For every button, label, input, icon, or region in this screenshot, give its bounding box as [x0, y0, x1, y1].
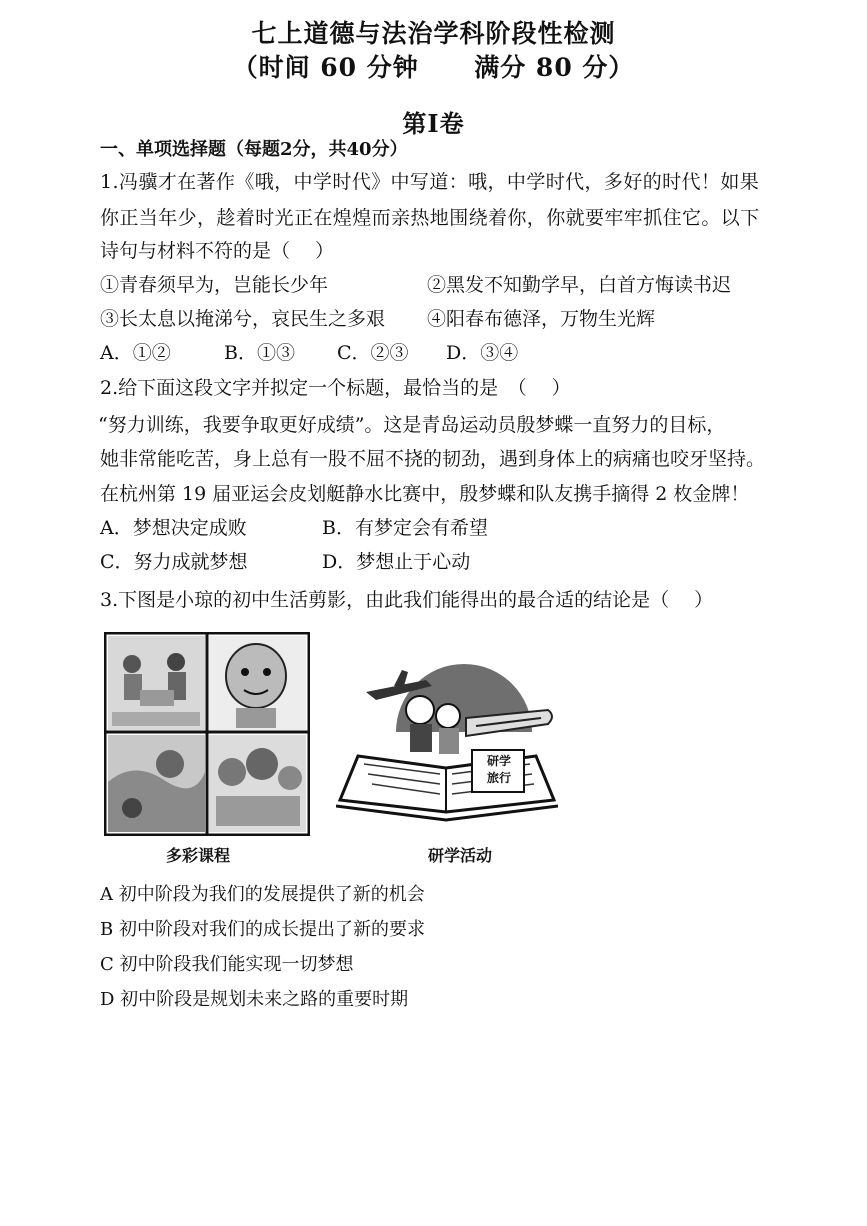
sign-label-1: 研学: [486, 754, 511, 768]
q1-item-4: ④阳春布德泽，万物生光辉: [427, 308, 656, 330]
study-tour-caption: 研学活动: [428, 846, 493, 865]
q2-option-b: B．有梦定会有希望: [322, 517, 488, 539]
exam-title: 七上道德与法治学科阶段性检测: [251, 19, 616, 48]
q1-option-d: D．③④: [446, 342, 519, 364]
q3-option-b: B 初中阶段对我们的成长提出了新的要求: [100, 919, 425, 940]
q2-option-c: C．努力成就梦想: [100, 551, 248, 573]
q1-option-c: C．②③: [337, 342, 409, 364]
collage-image: [104, 632, 310, 836]
q2-option-d: D．梦想止于心动: [322, 551, 471, 573]
section-heading: 一、单项选择题（每题2分，共40分）: [100, 139, 408, 160]
q3-option-c: C 初中阶段我们能实现一切梦想: [100, 954, 354, 975]
exam-score: 满分 80 分）: [474, 53, 635, 82]
q1-item-3: ③长太息以掩涕兮，哀民生之多艰: [100, 308, 386, 330]
q2-stem-line4: 在杭州第 19 届亚运会皮划艇静水比赛中，殷梦蝶和队友携手摘得 2 枚金牌！: [100, 483, 750, 505]
q2-stem-line1: 2.给下面这段文字并拟定一个标题，最恰当的是 （ ）: [100, 377, 571, 399]
collage-caption: 多彩课程: [166, 846, 231, 865]
q1-option-a: A．①②: [100, 342, 171, 364]
exam-subtitle: [0, 48, 867, 84]
collage-figure: [104, 632, 310, 836]
q1-stem-line3: 诗句与材料不符的是（ ）: [100, 240, 335, 262]
study-tour-image: [336, 640, 558, 840]
q2-stem-line3: 她非常能吃苦，身上总有一股不屈不挠的韧劲，遇到身体上的病痛也咬牙坚持。: [100, 448, 766, 470]
q2-stem-line2: “努力训练，我要争取更好成绩”。这是青岛运动员殷梦蝶一直努力的目标，: [98, 414, 726, 436]
q1-stem-line2: 你正当年少，趁着时光正在煌煌而亲热地围绕着你，你就要牢牢抓住它。以下: [100, 207, 760, 229]
q1-item-2: ②黑发不知勤学早，白首方悔读书迟: [427, 274, 732, 296]
study-tour-sign: [477, 753, 521, 787]
q1-option-b: B．①③: [224, 342, 295, 364]
q1-stem-line1: 1.冯骥才在著作《哦，中学时代》中写道：哦，中学时代，多好的时代！如果: [100, 171, 760, 193]
q3-option-a: A 初中阶段为我们的发展提供了新的机会: [100, 884, 425, 905]
volume-heading: 第Ⅰ卷: [402, 109, 465, 138]
q3-stem: 3.下图是小琼的初中生活剪影，由此我们能得出的最合适的结论是（ ）: [100, 589, 714, 611]
q1-item-1: ①青春须早为，岂能长少年: [100, 274, 329, 296]
exam-time: （时间 60 分钟: [232, 53, 419, 82]
sign-label-2: 旅行: [486, 771, 511, 785]
q2-option-a: A．梦想决定成败: [100, 517, 247, 539]
study-tour-figure: [336, 640, 558, 840]
q3-option-d: D 初中阶段是规划未来之路的重要时期: [100, 989, 409, 1010]
